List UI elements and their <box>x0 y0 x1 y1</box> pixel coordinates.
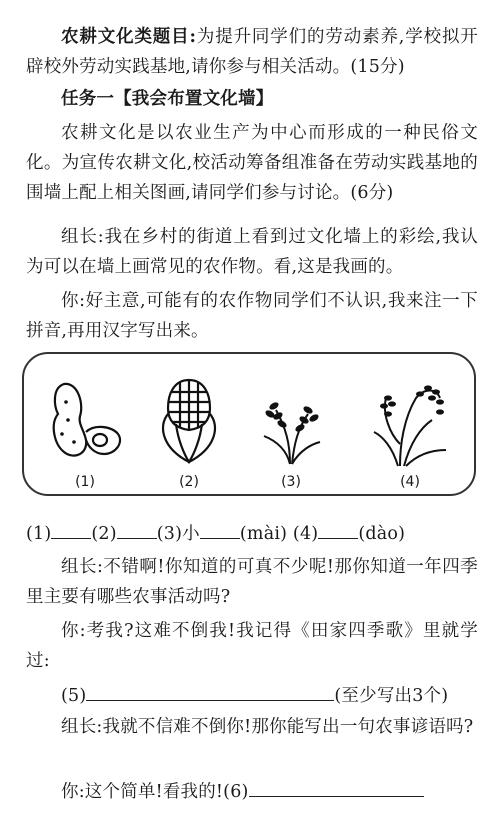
pinyin-dao: (dào) <box>358 524 406 544</box>
corn-icon <box>154 374 224 470</box>
rice-icon <box>370 374 450 470</box>
caption-1: (1) <box>75 474 95 490</box>
task1-title: 任务一【我会布置文化墙】 <box>61 89 274 109</box>
peanut-icon <box>44 374 126 470</box>
answer-blank-6[interactable] <box>249 776 424 797</box>
q5-label: (5) <box>61 686 87 706</box>
intro-paragraph <box>26 22 478 82</box>
intro-heading: 农耕文化类题目: <box>61 27 197 47</box>
q5-note: (至少写出3个) <box>334 686 449 706</box>
wheat-icon <box>256 374 326 470</box>
blank-label-3: (3)小 <box>156 524 200 544</box>
intro-text: 为提升同学们的劳动素养,学校拟开辟校外劳动实践基地,请你参与相关活动。(15分) <box>26 27 479 77</box>
caption-2: (2) <box>179 474 199 490</box>
q6-line <box>26 776 478 807</box>
caption-4: (4) <box>400 474 420 490</box>
blank-label-2: (2) <box>91 524 117 544</box>
answer-blank-2[interactable] <box>117 518 157 539</box>
blank-label-1: (1) <box>26 524 52 544</box>
pinyin-mai: (mài) <box>239 524 288 544</box>
leader-line-3: 组长:我就不信难不倒你!那你能写出一句农事谚语吗? <box>61 717 474 737</box>
blanks-line <box>26 518 478 549</box>
caption-3: (3) <box>281 474 301 490</box>
answer-blank-4[interactable] <box>318 518 358 539</box>
you-line-2: 你:考我?这难不倒我!我记得《田家四季歌》里就学过: <box>26 621 478 671</box>
q5-line <box>26 680 478 711</box>
answer-blank-3[interactable] <box>200 518 240 539</box>
you-line-1: 你:好主意,可能有的农作物同学们不认识,我来注一下拼音,再用汉字写出来。 <box>26 291 478 341</box>
answer-blank-5[interactable] <box>86 680 334 701</box>
you-line-3: 你:这个简单!看我的!(6) <box>61 782 249 802</box>
blank-label-4: (4) <box>292 524 319 544</box>
crop-figure-box <box>22 352 476 496</box>
leader-line-1: 组长:我在乡村的街道上看到过文化墙上的彩绘,我认为可以在墙上画常见的农作物。看,这是我画的。 <box>26 227 478 277</box>
answer-blank-1[interactable] <box>51 518 91 539</box>
leader-line-2: 组长:不错啊!你知道的可真不少呢!那你知道一年四季里主要有哪些农事活动吗? <box>26 557 478 607</box>
task1-paragraph: 农耕文化是以农业生产为中心而形成的一种民俗文化。为宣传农耕文化,校活动筹备组准备在劳动实践基地的围墙上配上相关图画,请同学们参与讨论。(6分) <box>26 123 478 203</box>
